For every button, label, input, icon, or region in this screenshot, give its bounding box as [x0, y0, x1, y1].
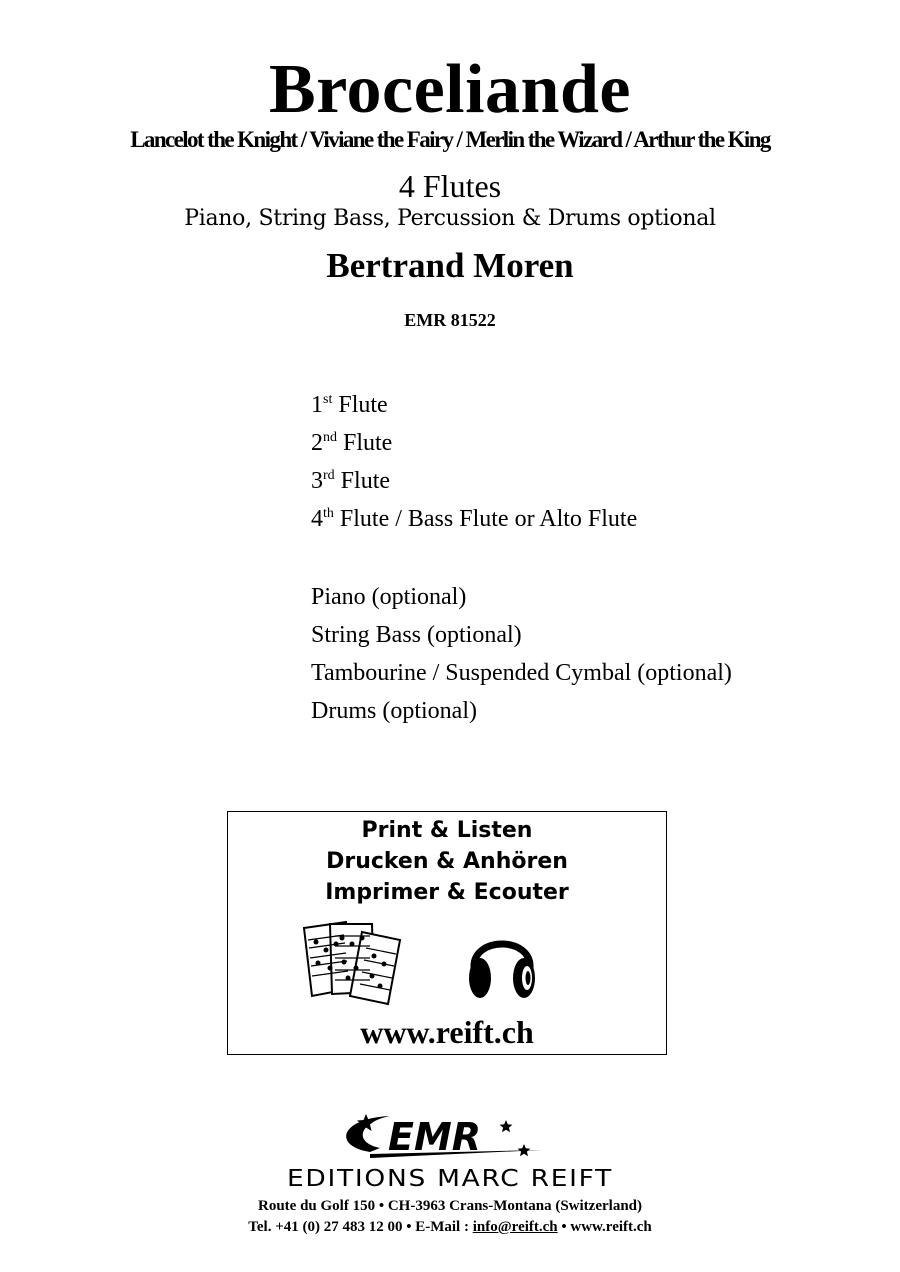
telephone: Tel. +41 (0) 27 483 12 00 • E-Mail :	[248, 1219, 473, 1235]
optional-parts-list	[311, 578, 732, 730]
composer-name: Bertrand Moren	[326, 246, 574, 285]
part-item: 2nd Flute	[311, 430, 393, 456]
publisher-name: EDITIONS MARC REIFT	[286, 1166, 614, 1192]
optional-part-item: Piano (optional)	[311, 584, 467, 610]
sheet-music-icon	[300, 918, 412, 1006]
catalog-number: EMR 81522	[404, 310, 496, 330]
svg-text:EMR: EMR	[388, 1115, 482, 1159]
website-link[interactable]: www.reift.ch	[360, 1014, 534, 1050]
promo-line-french: Imprimer & Ecouter	[325, 880, 569, 905]
promo-line-german: Drucken & Anhören	[326, 849, 568, 874]
headphones-icon	[466, 922, 538, 1002]
print-listen-box	[227, 811, 667, 1055]
publisher-contact	[0, 1219, 900, 1236]
promo-line-english: Print & Listen	[361, 818, 533, 843]
optional-part-item: Drums (optional)	[311, 698, 477, 724]
part-item: 3rd Flute	[311, 468, 391, 494]
subtitle: Lancelot the Knight / Viviane the Fairy / Merlin the Wizard / Arthur the King	[130, 127, 770, 152]
part-item: 4th Flute / Bass Flute or Alto Flute	[311, 506, 638, 532]
page-title: Broceliande	[269, 51, 631, 128]
instrumentation: 4 Flutes	[398, 168, 502, 204]
emr-logo	[310, 1108, 550, 1168]
part-item: 1st Flute	[311, 392, 388, 418]
optional-instruments: Piano, String Bass, Percussion & Drums optional	[184, 206, 716, 231]
web-address[interactable]: • www.reift.ch	[557, 1219, 652, 1235]
email-link[interactable]: info@reift.ch	[472, 1219, 558, 1235]
optional-part-item: String Bass (optional)	[311, 622, 522, 648]
parts-list	[311, 386, 637, 538]
optional-part-item: Tambourine / Suspended Cymbal (optional)	[311, 660, 732, 686]
publisher-address: Route du Golf 150 • CH-3963 Crans-Montana (Switzerland)	[258, 1198, 642, 1214]
